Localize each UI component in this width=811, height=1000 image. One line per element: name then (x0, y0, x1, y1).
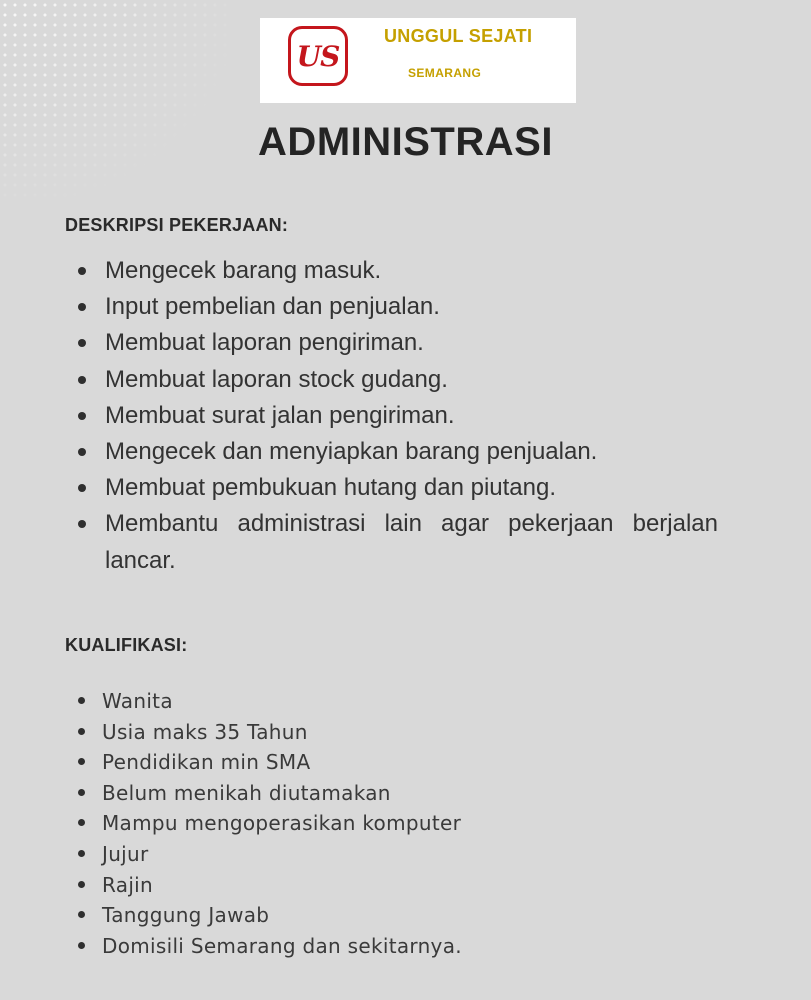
list-item: Jujur (78, 839, 718, 870)
list-item: Domisili Semarang dan sekitarnya. (78, 931, 718, 962)
bullet-icon (78, 911, 85, 918)
bullet-icon (78, 376, 86, 384)
logo-mark: US (288, 26, 348, 86)
list-item: Belum menikah diutamakan (78, 778, 718, 809)
dot-pattern-decoration (0, 0, 230, 200)
list-item: Membantu administrasi lain agar pekerjaan berjalan lancar. (78, 506, 718, 578)
list-item: Mengecek barang masuk. (78, 253, 718, 289)
bullet-icon (78, 697, 85, 704)
list-item: Wanita (78, 686, 718, 717)
list-item: Membuat surat jalan pengiriman. (78, 398, 718, 434)
list-item: Mampu mengoperasikan komputer (78, 808, 718, 839)
company-logo (260, 18, 576, 103)
bullet-icon (78, 520, 86, 528)
bullet-icon (78, 267, 86, 275)
bullet-icon (78, 758, 85, 765)
bullet-icon (78, 850, 85, 857)
list-item: Tanggung Jawab (78, 900, 718, 931)
qualifications-heading: KUALIFIKASI: (65, 635, 188, 655)
list-item: Mengecek dan menyiapkan barang penjualan. (78, 434, 718, 470)
bullet-icon (78, 942, 85, 949)
bullet-icon (78, 881, 85, 888)
bullet-icon (78, 412, 86, 420)
list-item: Pendidikan min SMA (78, 747, 718, 778)
company-city: SEMARANG (408, 66, 482, 80)
list-item: Usia maks 35 Tahun (78, 717, 718, 748)
list-item: Membuat pembukuan hutang dan piutang. (78, 470, 718, 506)
job-description-heading: DESKRIPSI PEKERJAAN: (65, 215, 289, 235)
list-item: Membuat laporan pengiriman. (78, 325, 718, 361)
bullet-icon (78, 448, 86, 456)
bullet-icon (78, 303, 86, 311)
list-item: Membuat laporan stock gudang. (78, 362, 718, 398)
job-description-list (78, 253, 718, 579)
bullet-icon (78, 339, 86, 347)
bullet-icon (78, 728, 85, 735)
bullet-icon (78, 789, 85, 796)
page-title: ADMINISTRASI (258, 120, 553, 164)
list-item: Input pembelian dan penjualan. (78, 289, 718, 325)
bullet-icon (78, 484, 86, 492)
bullet-icon (78, 819, 85, 826)
qualifications-list (78, 686, 718, 961)
company-name: UNGGUL SEJATI (384, 26, 533, 46)
list-item: Rajin (78, 870, 718, 901)
